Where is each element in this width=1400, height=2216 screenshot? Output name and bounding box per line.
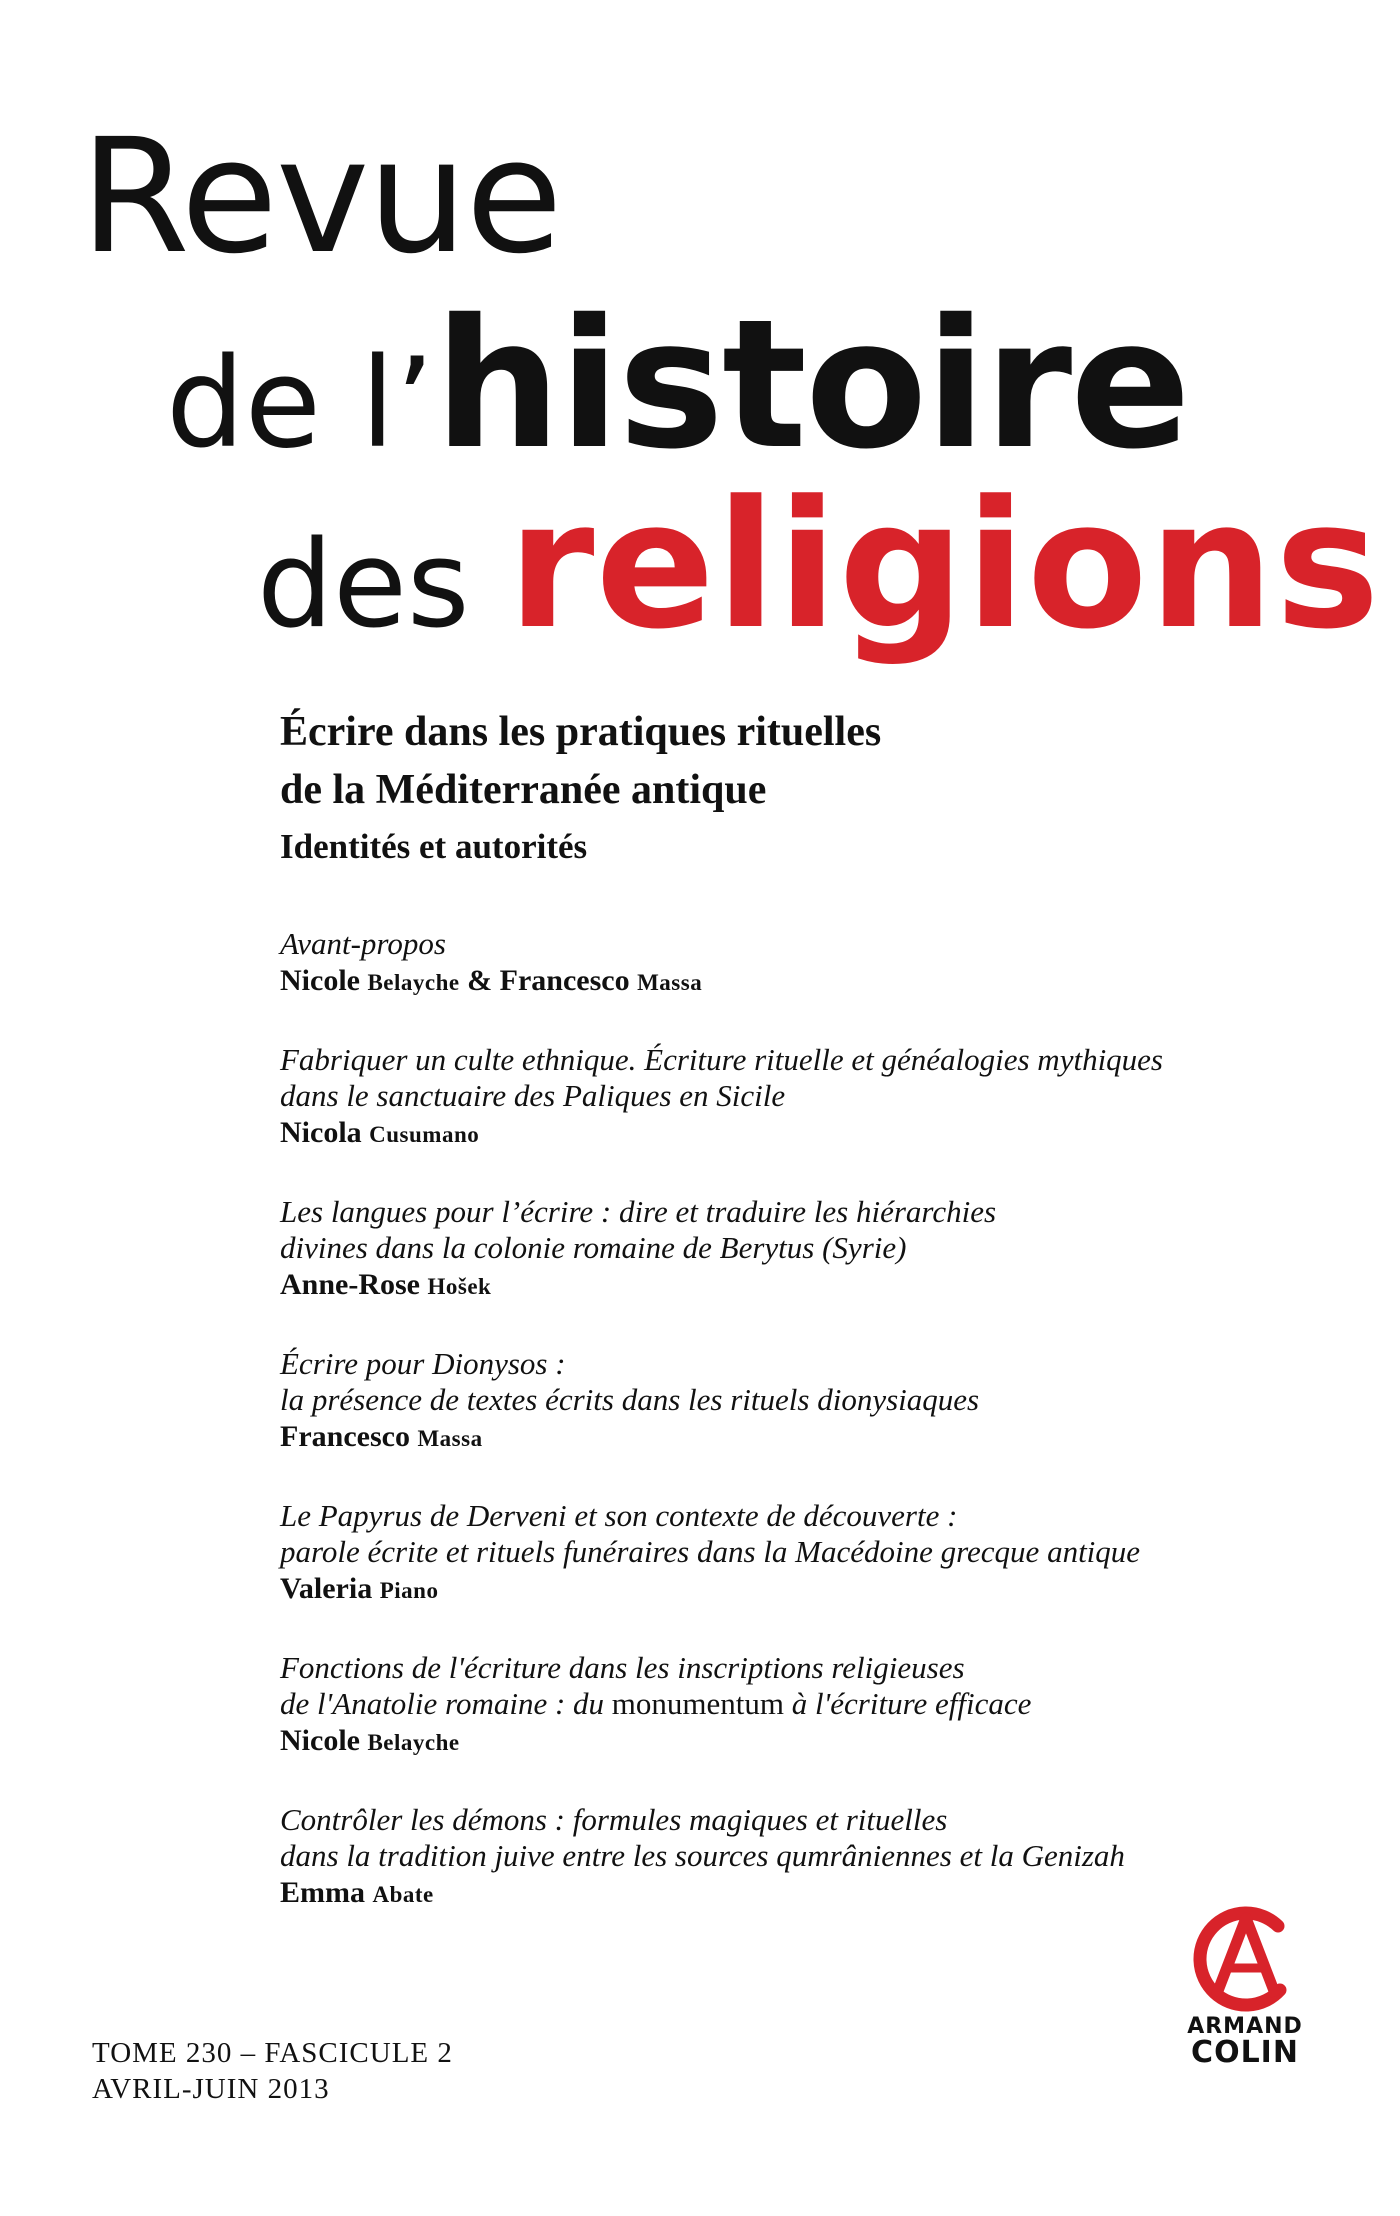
article-title: Contrôler les démons : formules magiques et rituelles bbox=[280, 1802, 948, 1837]
article-entry bbox=[280, 1194, 1340, 1306]
author-last-name: Belayche bbox=[367, 1730, 460, 1755]
article-title bbox=[280, 1686, 1340, 1722]
article-author bbox=[280, 1722, 1340, 1762]
dossier-title-line2: de la Méditerranée antique bbox=[280, 767, 767, 813]
article-author bbox=[280, 1114, 1340, 1154]
publisher-logo bbox=[1170, 1902, 1320, 2068]
article-title: Fabriquer un culte ethnique. Écriture rituelle et généalogies mythiques bbox=[280, 1042, 1164, 1077]
article-title: parole écrite et rituels funéraires dans la Macédoine grecque antique bbox=[280, 1534, 1141, 1569]
author-first-name: Nicole bbox=[280, 964, 368, 997]
author-first-name: Nicole bbox=[280, 1724, 368, 1757]
title-religions: religions bbox=[507, 463, 1381, 668]
author-first-name: Emma bbox=[280, 1876, 373, 1909]
author-last-name: Abate bbox=[372, 1882, 434, 1907]
journal-title-line3 bbox=[257, 463, 1381, 668]
author-last-name: Massa bbox=[637, 970, 703, 995]
armand-colin-emblem-icon bbox=[1184, 1902, 1304, 2014]
title-part: de l'Anatolie romaine : du bbox=[280, 1686, 612, 1721]
journal-title-line2 bbox=[166, 281, 1189, 488]
author-last-name: Cusumano bbox=[369, 1122, 480, 1147]
title-de-l: de l’ bbox=[166, 332, 435, 476]
article-title: la présence de textes écrits dans les rituels dionysiaques bbox=[280, 1382, 980, 1417]
article-title: Écrire pour Dionysos : bbox=[280, 1346, 566, 1381]
author-last-name: Piano bbox=[379, 1578, 439, 1603]
issue-info bbox=[92, 2035, 453, 2107]
article-entry bbox=[280, 1498, 1340, 1610]
article-entry bbox=[280, 1650, 1340, 1762]
table-of-contents bbox=[280, 926, 1340, 1954]
article-title: Fonctions de l'écriture dans les inscriptions religieuses bbox=[280, 1650, 965, 1685]
article-author bbox=[280, 1418, 1340, 1458]
publisher-name-line2: COLIN bbox=[1191, 2035, 1299, 2070]
journal-title-line1: Revue bbox=[80, 105, 561, 289]
article-author bbox=[280, 1266, 1340, 1306]
article-title: dans la tradition juive entre les sources qumrâniennes et la Genizah bbox=[280, 1838, 1125, 1873]
author-first-name: Francesco bbox=[499, 964, 638, 997]
article-title: dans le sanctuaire des Paliques en Sicile bbox=[280, 1078, 786, 1113]
dossier-title-line1: Écrire dans les pratiques rituelles bbox=[280, 709, 882, 755]
article-entry bbox=[280, 926, 1340, 1002]
author-first-name: Nicola bbox=[280, 1116, 370, 1149]
dossier-subtitle: Identités et autorités bbox=[280, 827, 588, 866]
author-first-name: Valeria bbox=[280, 1572, 380, 1605]
title-part: à l'écriture efficace bbox=[784, 1686, 1032, 1721]
title-part-upright: monumentum bbox=[611, 1686, 785, 1721]
article-entry bbox=[280, 1346, 1340, 1458]
issue-volume: TOME 230 – FASCICULE 2 bbox=[92, 2037, 453, 2069]
article-entry bbox=[280, 1042, 1340, 1154]
dossier-heading bbox=[280, 703, 881, 871]
publisher-name-line1: ARMAND bbox=[1187, 2014, 1303, 2039]
author-first-name: Francesco bbox=[280, 1420, 418, 1453]
article-title: Le Papyrus de Derveni et son contexte de découverte : bbox=[280, 1498, 958, 1533]
article-title: divines dans la colonie romaine de Berytus (Syrie) bbox=[280, 1230, 907, 1265]
title-histoire: histoire bbox=[434, 281, 1189, 488]
article-title: Avant-propos bbox=[280, 926, 446, 961]
author-first-name: Anne-Rose bbox=[280, 1268, 428, 1301]
author-separator: & bbox=[459, 964, 500, 997]
article-entry bbox=[280, 1802, 1340, 1914]
article-author bbox=[280, 962, 1340, 1002]
article-title: Les langues pour l’écrire : dire et traduire les hiérarchies bbox=[280, 1194, 997, 1229]
author-last-name: Hošek bbox=[427, 1274, 492, 1299]
title-des: des bbox=[257, 516, 508, 655]
issue-date: AVRIL-JUIN 2013 bbox=[92, 2073, 330, 2105]
author-last-name: Massa bbox=[417, 1426, 483, 1451]
article-author bbox=[280, 1570, 1340, 1610]
author-last-name: Belayche bbox=[367, 970, 460, 995]
